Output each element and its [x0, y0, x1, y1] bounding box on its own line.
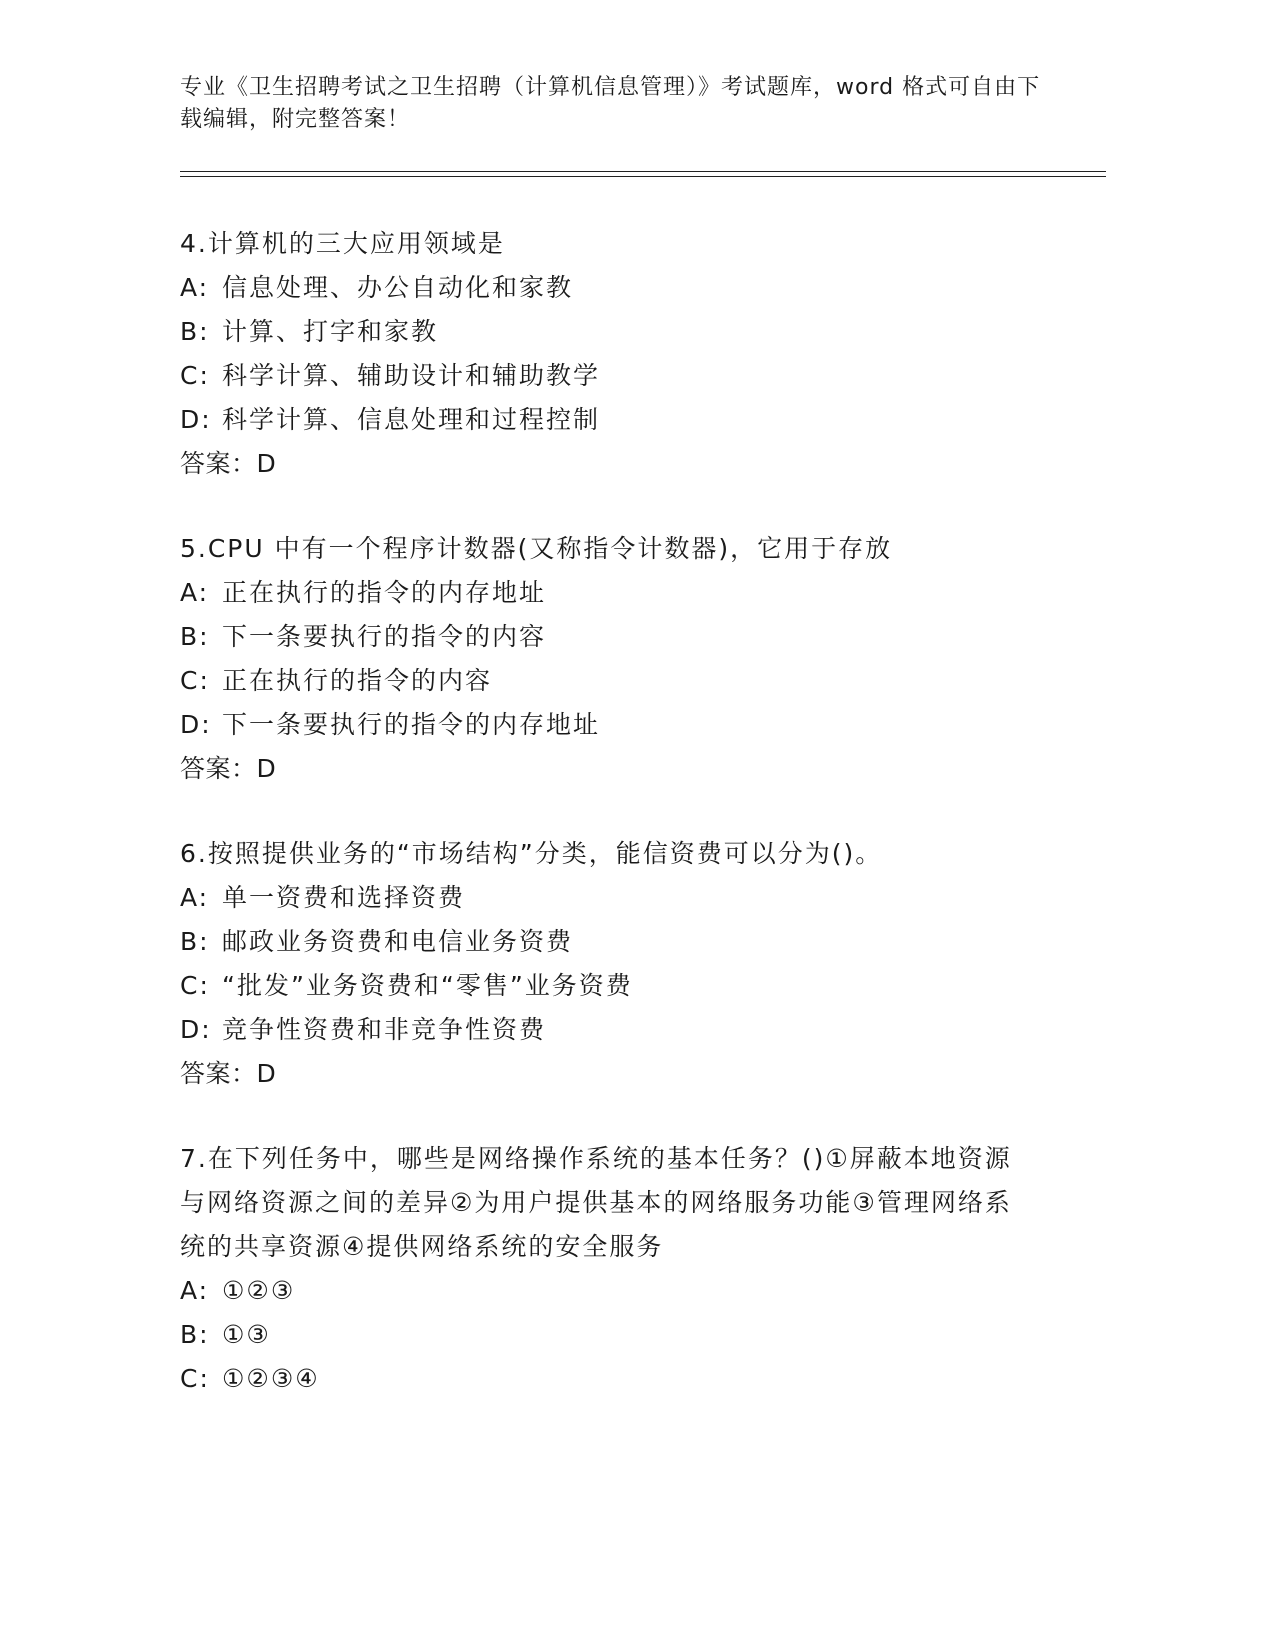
option-text: ①③: [222, 1320, 271, 1349]
option-key: A:: [180, 273, 210, 302]
option-text: 正在执行的指令的内存地址: [222, 578, 547, 607]
header-divider-bottom: [180, 176, 1106, 177]
question-7: [180, 1137, 1080, 1401]
option-b: [180, 1313, 1080, 1357]
option-text: 计算、打字和家教: [222, 317, 439, 346]
option-text: ①②③: [222, 1276, 296, 1305]
document-intro: 专业《卫生招聘考试之卫生招聘（计算机信息管理）》考试题库，word 格式可自由下载编辑，附完整答案！: [180, 75, 1041, 132]
option-c: [180, 964, 1080, 1008]
option-a: [180, 571, 1080, 615]
option-c: [180, 659, 1080, 703]
option-b: [180, 615, 1080, 659]
question-stem: 6.按照提供业务的“市场结构”分类，能信资费可以分为()。: [180, 839, 883, 868]
option-text: 邮政业务资费和电信业务资费: [222, 927, 574, 956]
option-text: ①②③④: [222, 1364, 320, 1393]
question-6: [180, 832, 1080, 1096]
option-key: C:: [180, 666, 210, 695]
option-b: [180, 920, 1080, 964]
option-key: D:: [180, 1015, 212, 1044]
question-stem: 7.在下列任务中，哪些是网络操作系统的基本任务？()①屏蔽本地资源与网络资源之间的差异②为用户提供基本的网络服务功能③管理网络系统的共享资源④提供网络系统的安全服务: [180, 1144, 1012, 1261]
option-text: 单一资费和选择资费: [222, 883, 466, 912]
option-key: A:: [180, 1276, 210, 1305]
option-key: C:: [180, 1364, 210, 1393]
option-key: B:: [180, 622, 210, 651]
question-stem: 5.CPU 中有一个程序计数器(又称指令计数器)，它用于存放: [180, 534, 893, 563]
option-text: 下一条要执行的指令的内存地址: [222, 710, 601, 739]
option-d: [180, 398, 1080, 442]
answer-label: 答案：D: [180, 449, 277, 478]
answer-label: 答案：D: [180, 754, 277, 783]
option-key: A:: [180, 883, 210, 912]
option-text: 下一条要执行的指令的内容: [222, 622, 547, 651]
question-4: [180, 222, 1080, 486]
question-5: [180, 527, 1080, 791]
option-key: D:: [180, 710, 212, 739]
option-key: A:: [180, 578, 210, 607]
option-key: C:: [180, 361, 210, 390]
option-a: [180, 876, 1080, 920]
option-d: [180, 703, 1080, 747]
option-text: 科学计算、辅助设计和辅助教学: [222, 361, 601, 390]
option-a: [180, 1269, 1080, 1313]
option-c: [180, 354, 1080, 398]
option-text: 竞争性资费和非竞争性资费: [222, 1015, 547, 1044]
option-a: [180, 266, 1080, 310]
header-divider-top: [180, 171, 1106, 172]
option-key: B:: [180, 317, 210, 346]
option-c: [180, 1357, 1080, 1401]
option-key: B:: [180, 927, 210, 956]
option-key: B:: [180, 1320, 210, 1349]
option-key: D:: [180, 405, 212, 434]
option-key: C:: [180, 971, 210, 1000]
option-b: [180, 310, 1080, 354]
answer-label: 答案：D: [180, 1059, 277, 1088]
option-text: 科学计算、信息处理和过程控制: [222, 405, 601, 434]
option-text: 正在执行的指令的内容: [222, 666, 493, 695]
option-text: 信息处理、办公自动化和家教: [222, 273, 574, 302]
option-d: [180, 1008, 1080, 1052]
option-text: “批发”业务资费和“零售”业务资费: [222, 971, 633, 1000]
question-stem: 4.计算机的三大应用领域是: [180, 229, 505, 258]
